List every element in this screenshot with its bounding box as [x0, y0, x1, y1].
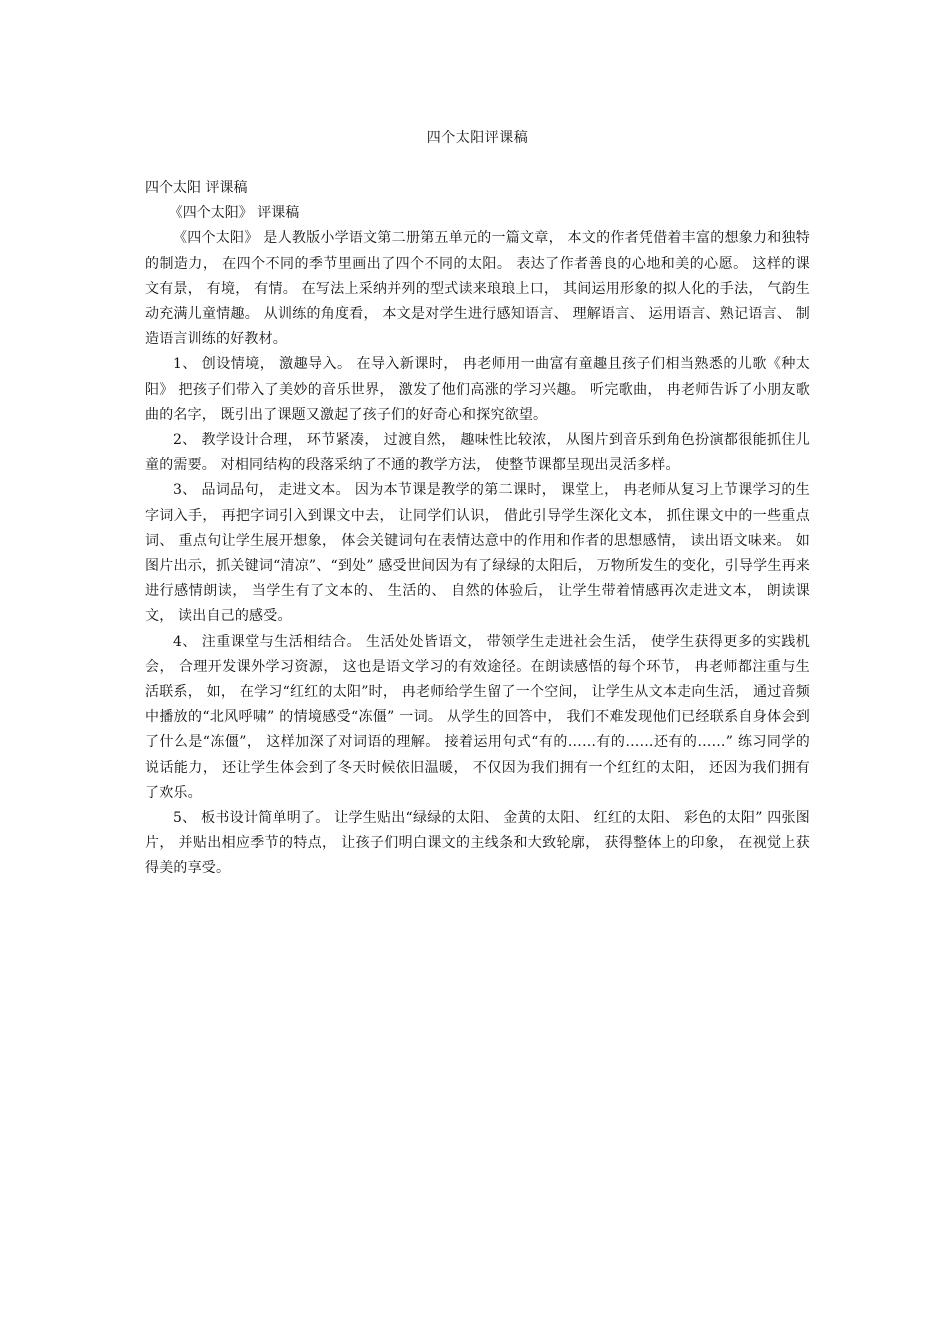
sub-heading: 《四个太阳》 评课稿 — [168, 205, 300, 222]
document-body — [145, 176, 810, 882]
heading-line: 四个太阳 评课稿 — [145, 180, 248, 196]
paragraph-intro: 《四个太阳》 是人教版小学语文第二册第五单元的一篇文章， 本文的作者凭借着丰富的想象力和独特的制造力， 在四个不同的季节里画出了四个不同的太阳。 表达了作者善良的心地和美的心愿。 这样的课文有景， 有境， 有情。 在写法上采纳并列的型式读来琅琅上口， 其间运用形象的拟人化的手法， 气韵生动充满儿童情趣。 从训练的角度看， 本文是对学生进行感知语言、 理解语言、 运用语言、熟记语言、 制造语言训练的好教材。 — [145, 230, 810, 348]
paragraph-point-1: 1、 创设情境， 激趣导入。 在导入新课时， 冉老师用一曲富有童趣且孩子们相当熟悉的儿歌《种太阳》 把孩子们带入了美妙的音乐世界， 激发了他们高涨的学习兴趣。 听完歌曲， 冉老师告诉了小朋友歌曲的名字， 既引出了课题又激起了孩子们的好奇心和探究欲望。 — [145, 356, 810, 423]
paragraph-point-5: 5、 板书设计简单明了。 让学生贴出“绿绿的太阳、 金黄的太阳、 红红的太阳、 彩色的太阳” 四张图片， 并贴出相应季节的特点， 让孩子们明白课文的主线条和大致轮廓， 获得整体上的印象， 在视觉上获得美的享受。 — [145, 810, 810, 877]
paragraph-point-2: 2、 教学设计合理， 环节紧凑， 过渡自然， 趣味性比较浓， 从图片到音乐到角色扮演都很能抓住儿童的需要。 对相同结构的段落采纳了不通的教学方法， 使整节课都呈现出灵活多样。 — [145, 432, 810, 474]
paragraph-point-4: 4、 注重课堂与生活相结合。 生活处处皆语文， 带领学生走进社会生活， 使学生获得更多的实践机会， 合理开发课外学习资源， 这也是语文学习的有效途径。在朗读感悟的每个环节， 冉老师都注重与生活联系， 如， 在学习“红红的太阳”时， 冉老师给学生留了一个空间， 让学生从文本走向生活， 通过音频中播放的“北风呼啸” 的情境感受“冻僵” 一词。 从学生的回答中， 我们不难发现他们已经联系自身体会到了什么是“冻僵”， 这样加深了对词语的理解。 接着运用句式“有的……有的……还有的……” 练习同学的说话能力， 还让学生体会到了冬天时候依旧温暖， 不仅因为我们拥有一个红红的太阳， 还因为我们拥有了欢乐。 — [145, 633, 810, 801]
document-title: 四个太阳评课稿 — [426, 130, 529, 146]
paragraph-point-3: 3、 品词品句， 走进文本。 因为本节课是教学的第二课时， 课堂上， 冉老师从复习上节课学习的生字词入手， 再把字词引入到课文中去， 让同学们认识， 借此引导学生深化文本， 抓住课文中的一些重点词、 重点句让学生展开想象， 体会关键词句在表情达意中的作用和作者的思想感情， 读出语文味来。 如图片出示，抓关键词“清凉”、“到处” 感受世间因为有了绿绿的太阳后， 万物所发生的变化，引导学生再来进行感情朗读， 当学生有了文本的、 生活的、 自然的体验后， 让学生带着情感再次走进文本， 朗读课文， 读出自己的感受。 — [145, 482, 810, 625]
